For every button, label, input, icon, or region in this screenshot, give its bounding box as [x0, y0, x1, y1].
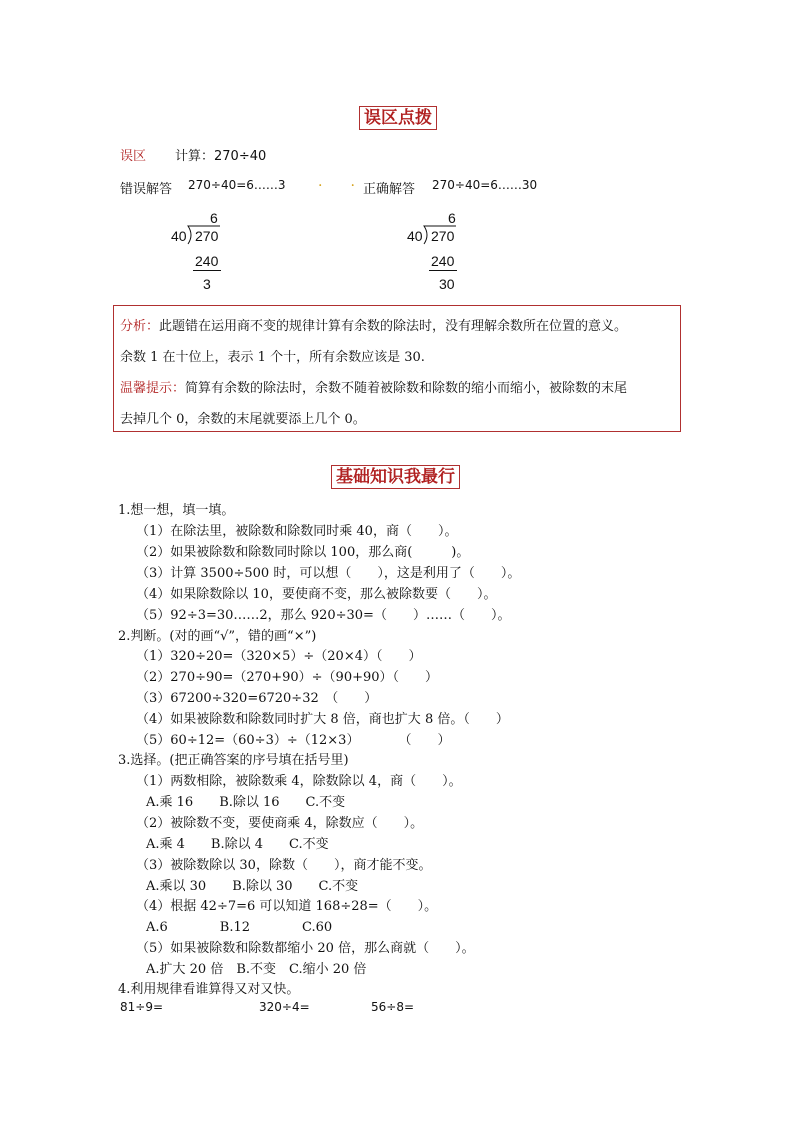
q2-item: （2）270÷90=（270+90）÷（90+90）（ ） — [136, 670, 439, 685]
wrong-divisor: 40 — [171, 228, 187, 244]
q4-item: 320÷4= — [259, 1000, 310, 1014]
section-title-mistakes: 误区点拨 — [359, 106, 437, 130]
right-answer-expr: 270÷40=6……30 — [432, 178, 538, 192]
q4-heading: 4.利用规律看谁算得又对又快。 — [118, 982, 300, 997]
q4-item: 81÷9= — [120, 1000, 164, 1014]
right-dividend: 270 — [431, 228, 455, 244]
wrong-answer-label: 错误解答 — [120, 182, 173, 197]
q3-options: A.乘 16 B.除以 16 C.不变 — [146, 795, 346, 810]
q1-item: （4）如果除数除以 10，要使商不变，那么被除数要（ ）。 — [136, 587, 497, 602]
q1-item: （2）如果被除数和除数同时除以 100，那么商( )。 — [136, 545, 470, 560]
q3-question: （4）根据 42÷7=6 可以知道 168÷28=（ ）。 — [136, 899, 438, 914]
q3-question: （5）如果被除数和除数都缩小 20 倍，那么商就（ ）。 — [136, 941, 475, 956]
q2-item: （3）67200÷320=6720÷32 （ ） — [136, 691, 378, 706]
right-divisor: 40 — [407, 228, 423, 244]
q2-item: （5）60÷12=（60÷3）÷（12×3） （ ） — [136, 733, 451, 748]
analysis-text-2: 余数 1 在十位上，表示 1 个十，所有余数应该是 30. — [120, 350, 425, 365]
analysis-label: 分析： — [120, 319, 160, 334]
q1-item: （5）92÷3=30……2，那么 920÷30=（ ）……（ ）。 — [136, 608, 511, 623]
right-answer-label: 正确解答 — [363, 182, 416, 197]
tip-label: 温馨提示： — [120, 381, 186, 396]
wrong-quotient: 6 — [210, 210, 218, 226]
q1-item: （3）计算 3500÷500 时，可以想（ ），这是利用了（ ）。 — [136, 566, 521, 581]
tip-text-1: 简算有余数的除法时，余数不随着被除数和除数的缩小而缩小，被除数的末尾 — [185, 381, 628, 396]
decorative-dots: .. — [318, 174, 383, 190]
q3-question: （3）被除数除以 30，除数（ ），商才能不变。 — [136, 858, 432, 873]
wrong-remainder: 3 — [203, 276, 211, 292]
wrong-division-line — [193, 270, 221, 271]
q3-question: （2）被除数不变，要使商乘 4，除数应（ ）。 — [136, 816, 424, 831]
right-division-line — [429, 270, 457, 271]
q3-question: （1）两数相除，被除数乘 4，除数除以 4，商（ ）。 — [136, 774, 462, 789]
analysis-text-1: 此题错在运用商不变的规律计算有余数的除法时，没有理解余数所在位置的意义。 — [159, 319, 628, 334]
q2-item: （1）320÷20=（320×5）÷（20×4）（ ） — [136, 649, 422, 664]
q1-heading: 1.想一想，填一填。 — [118, 503, 235, 518]
q3-options: A.扩大 20 倍 B.不变 C.缩小 20 倍 — [146, 962, 367, 977]
wrong-dividend: 270 — [195, 228, 219, 244]
analysis-line-1 — [120, 315, 627, 334]
wrong-product: 240 — [195, 253, 219, 269]
q3-options: A.6 B.12 C.60 — [146, 920, 333, 935]
right-quotient: 6 — [448, 210, 456, 226]
q3-heading: 3.选择。(把正确答案的序号填在括号里) — [118, 753, 349, 768]
q2-item: （4）如果被除数和除数同时扩大 8 倍，商也扩大 8 倍。（ ） — [136, 712, 509, 727]
mistake-label: 误区 — [120, 149, 147, 164]
wrong-answer-expr: 270÷40=6……3 — [188, 178, 286, 192]
q2-heading: 2.判断。(对的画“√”，错的画“×”) — [118, 629, 317, 644]
q3-options: A.乘 4 B.除以 4 C.不变 — [146, 837, 329, 852]
tip-text-2: 去掉几个 0，余数的末尾就要添上几个 0。 — [120, 412, 366, 427]
q3-options: A.乘以 30 B.除以 30 C.不变 — [146, 879, 359, 894]
right-remainder: 30 — [439, 276, 455, 292]
tip-line-1 — [120, 377, 627, 396]
compute-text: 计算：270÷40 — [175, 149, 267, 164]
q1-item: （1）在除法里，被除数和除数同时乘 40，商（ ）。 — [136, 524, 458, 539]
right-product: 240 — [431, 253, 455, 269]
q4-item: 56÷8= — [371, 1000, 415, 1014]
section-title-basics: 基础知识我最行 — [331, 465, 460, 489]
